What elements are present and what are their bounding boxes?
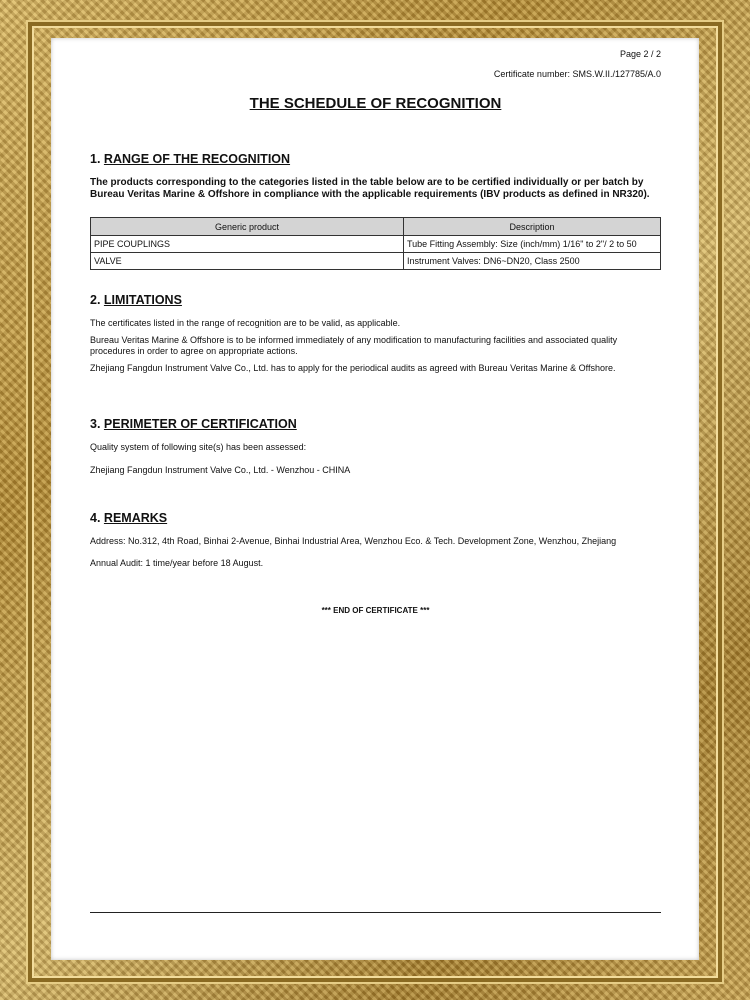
table-header-row [91, 218, 661, 236]
perimeter-site: Zhejiang Fangdun Instrument Valve Co., Ltd. - Wenzhou - CHINA [90, 465, 351, 475]
end-of-certificate: *** END OF CERTIFICATE *** [321, 606, 430, 615]
footer-divider [90, 912, 661, 913]
certificate-page [51, 38, 699, 960]
table-cell-product: VALVE [91, 253, 404, 270]
limitations-paragraph-3: Zhejiang Fangdun Instrument Valve Co., Ltd. has to apply for the periodical audits as agreed with Bureau Veritas Marine & Offshore. [90, 363, 616, 373]
section-3-heading [90, 417, 297, 431]
remarks-audit: Annual Audit: 1 time/year before 18 August. [90, 558, 264, 568]
table-row [91, 236, 661, 253]
section-3-number: 3. [90, 417, 101, 431]
section-1-heading [90, 152, 290, 166]
table-cell-description: Instrument Valves: DN6~DN20, Class 2500 [404, 253, 661, 270]
section-2-title: LIMITATIONS [103, 293, 182, 307]
limitations-paragraph-1: The certificates listed in the range of recognition are to be valid, as applicable. [90, 318, 401, 328]
section-4-title: REMARKS [103, 511, 168, 525]
section-1-title: RANGE OF THE RECOGNITION [103, 152, 291, 166]
section-2-number: 2. [90, 293, 101, 307]
table-cell-description: Tube Fitting Assembly: Size (inch/mm) 1/16" to 2"/ 2 to 50 [404, 236, 661, 253]
table-row [91, 253, 661, 270]
table-header-description: Description [404, 218, 661, 236]
section-4-heading [90, 511, 167, 525]
section-2-heading [90, 293, 182, 307]
section-4-number: 4. [90, 511, 101, 525]
section-1-intro: The products corresponding to the categories listed in the table below are to be certified individually or per batch by Bureau Veritas Marine & Offshore in compliance with the applicable requirements (IBV products as defined in NR320). [90, 177, 650, 200]
remarks-address: Address: No.312, 4th Road, Binhai 2-Avenue, Binhai Industrial Area, Wenzhou Eco. & Tech. Development Zone, Wenzhou, Zhejiang [90, 536, 617, 546]
table-cell-product: PIPE COUPLINGS [91, 236, 404, 253]
limitations-paragraph-2: Bureau Veritas Marine & Offshore is to be informed immediately of any modification to manufacturing facilities and associated quality procedures in order to agree on appropriate actions. [90, 335, 618, 356]
page-title: THE SCHEDULE OF RECOGNITION [249, 95, 502, 112]
section-3-title: PERIMETER OF CERTIFICATION [103, 417, 297, 431]
certificate-number: Certificate number: SMS.W.II./127785/A.0 [493, 69, 661, 79]
perimeter-paragraph-1: Quality system of following site(s) has been assessed: [90, 442, 307, 452]
page-number: Page 2 / 2 [619, 49, 661, 59]
section-1-number: 1. [90, 152, 101, 166]
table-header-generic-product: Generic product [91, 218, 404, 236]
recognition-table [90, 217, 661, 270]
